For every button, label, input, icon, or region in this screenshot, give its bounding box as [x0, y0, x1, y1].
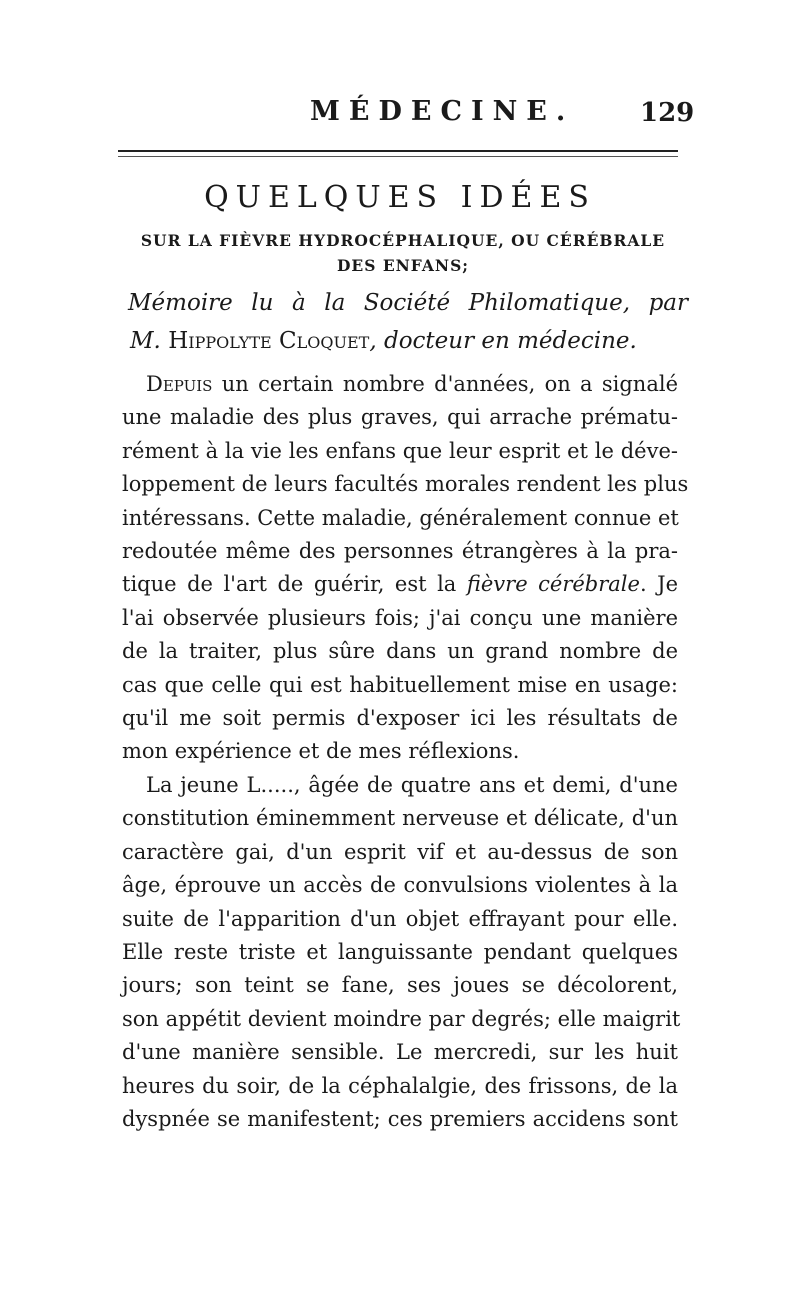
text-line: Depuis un certain nombre d'années, on a signalé [146, 372, 678, 396]
text-line: Elle reste triste et languissante pendant quelques [122, 939, 678, 964]
article-subtitle [128, 228, 678, 278]
italic-term: fièvre cérébrale [466, 572, 640, 597]
article-title: QUELQUES IDÉES [204, 180, 596, 215]
text-line: cas que celle qui est habituellement mise en usage: [122, 672, 678, 697]
header-rule [118, 150, 678, 152]
text-line: qu'il me soit permis d'exposer ici les résultats de [122, 706, 678, 731]
text-line: dyspnée se manifestent; ces premiers accidens sont [122, 1106, 678, 1131]
text-line: loppement de leurs facultés morales rendent les plus [122, 472, 689, 497]
running-title: MÉDECINE. [310, 96, 575, 127]
text-line: une maladie des plus graves, qui arrache prématu- [122, 405, 678, 430]
author-suffix: , docteur en médecine. [369, 328, 637, 354]
text-line: d'une manière sensible. Le mercredi, sur les huit [122, 1040, 678, 1065]
text-line: mon expérience et de mes réflexions. [122, 739, 520, 764]
author-prefix: M. [130, 328, 169, 354]
memoir-line: Mémoire lu à la Société Philomatique, par [128, 290, 688, 316]
memoir-attribution [128, 284, 688, 360]
text-line: constitution éminemment nerveuse et délicate, d'un [122, 806, 678, 831]
text-line: son appétit devient moindre par degrés; elle maigrit [122, 1006, 681, 1031]
body-text [122, 368, 689, 1136]
text-line: jours; son teint se fane, ses joues se décolorent, [122, 973, 678, 998]
subtitle-line: DES ENFANS; [336, 256, 470, 275]
subtitle-line: SUR LA FIÈVRE HYDROCÉPHALIQUE, OU CÉRÉBRALE [140, 231, 666, 250]
text-line: redoutée même des personnes étrangères à la pra- [122, 539, 678, 564]
text-line: tique de l'art de guérir, est la fièvre cérébrale. Je [122, 572, 678, 597]
text-line: heures du soir, de la céphalalgie, des frissons, de la [122, 1073, 678, 1098]
text-line: de la traiter, plus sûre dans un grand nombre de [122, 639, 678, 664]
text-line: suite de l'apparition d'un objet effrayant pour elle. [122, 906, 678, 931]
text-line: intéressans. Cette maladie, généralement connue et [122, 505, 679, 530]
text-line: rément à la vie les enfans que leur esprit et le déve- [122, 438, 678, 463]
memoir-author-line [128, 322, 688, 360]
text-line: l'ai observée plusieurs fois; j'ai conçu une manière [122, 605, 678, 630]
text-line: âge, éprouve un accès de convulsions violentes à la [122, 873, 678, 898]
running-head [0, 96, 800, 136]
text-line: caractère gai, d'un esprit vif et au-dessus de son [122, 839, 678, 864]
author-name: Hippolyte Cloquet [168, 328, 370, 354]
page-number: 129 [640, 98, 695, 128]
lead-word: Depuis [146, 372, 213, 396]
text-line: La jeune L....., âgée de quatre ans et demi, d'une [146, 772, 678, 797]
header-rule-thin [118, 156, 678, 157]
